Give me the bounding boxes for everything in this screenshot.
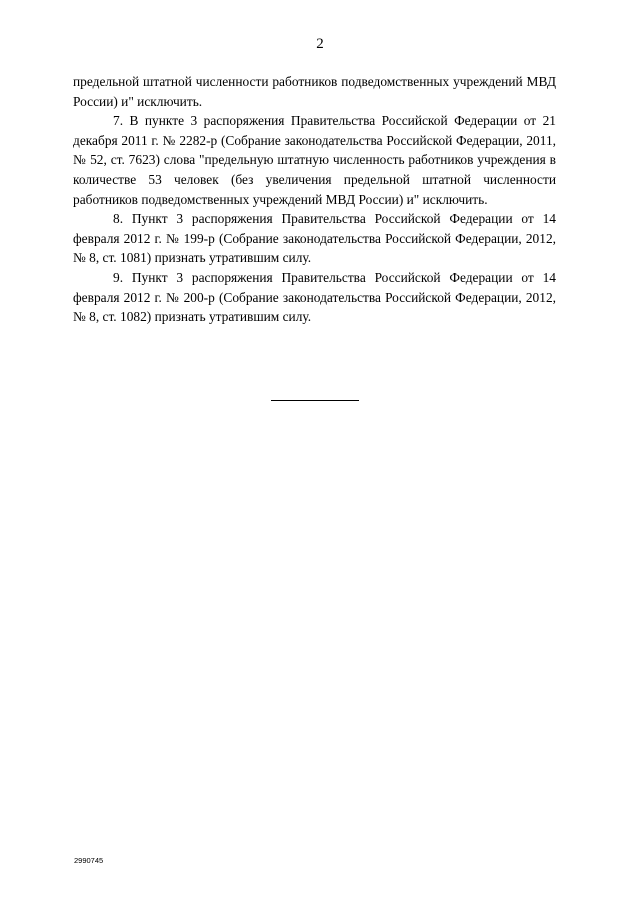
- paragraph-continuation: предельной штатной численности работников подведомственных учреждений МВД России) и" исключить.: [73, 74, 556, 109]
- paragraph-item-7: 7. В пункте 3 распоряжения Правительства Российской Федерации от 21 декабря 2011 г. № 2282-р (Собрание законодательства Российской Федерации, 2011, № 52, ст. 7623) слова "предельную штатную численность работников учреждения в количестве 53 человек (без увеличения предельной штатной численности работников подведомственных учреждений МВД России) и" исключить.: [73, 113, 556, 207]
- document-id: 2990745: [74, 856, 104, 865]
- document-body: [73, 72, 556, 327]
- paragraph-item-8: 8. Пункт 3 распоряжения Правительства Российской Федерации от 14 февраля 2012 г. № 199-р (Собрание законодательства Российской Федерации, 2012, № 8, ст. 1081) признать утратившим силу.: [73, 211, 556, 266]
- page-number: 2: [316, 36, 324, 52]
- paragraph-item-9: 9. Пункт 3 распоряжения Правительства Российской Федерации от 14 февраля 2012 г. № 200-р (Собрание законодательства Российской Федерации, 2012, № 8, ст. 1082) признать утратившим силу.: [73, 269, 556, 325]
- end-separator-line: [271, 400, 359, 401]
